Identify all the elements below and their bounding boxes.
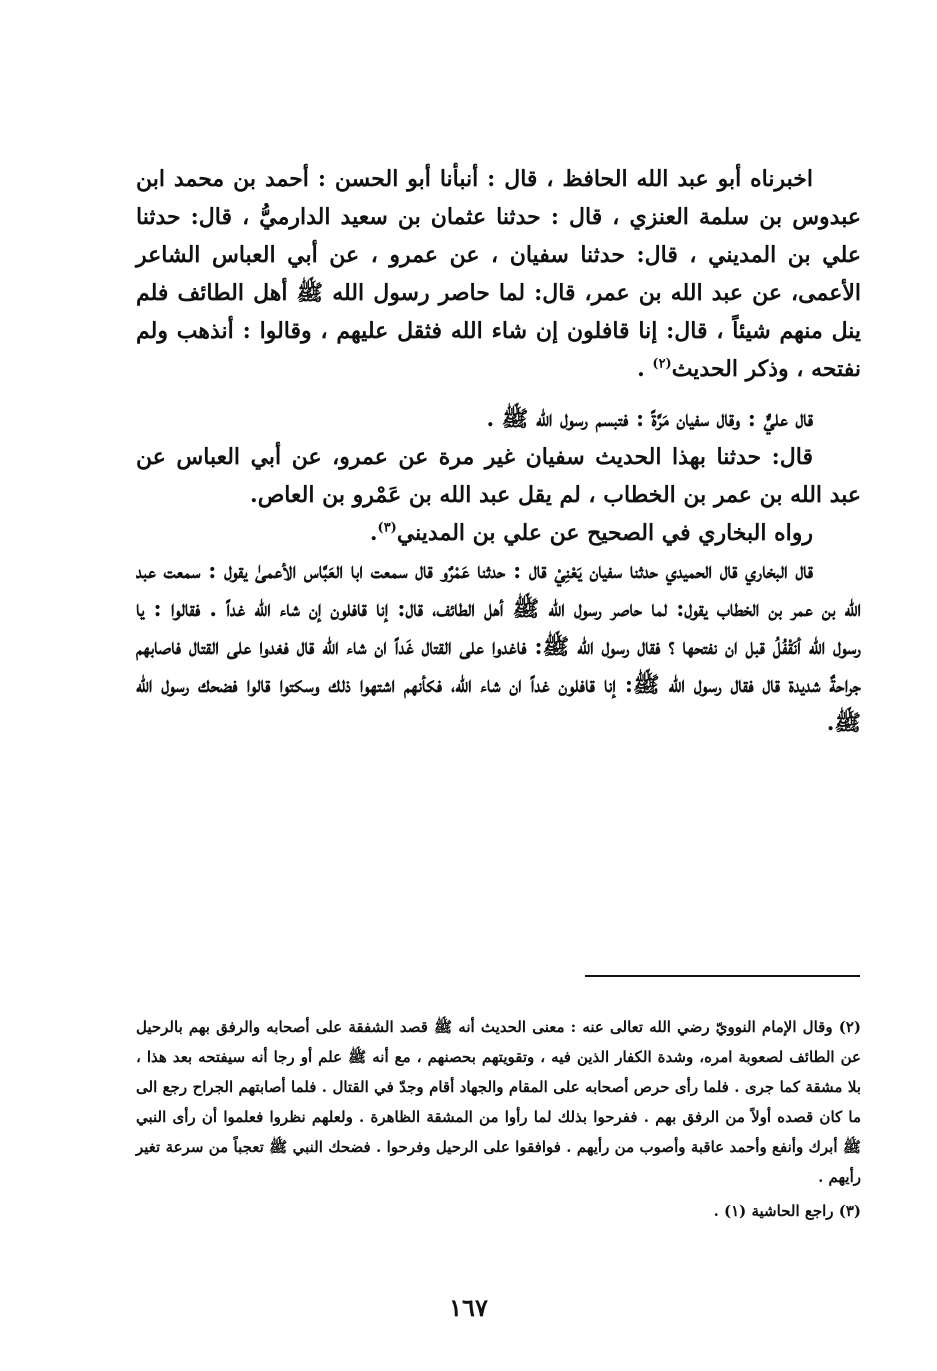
page-number: ١٦٧ [449, 1293, 488, 1322]
paragraph-1 [136, 160, 861, 388]
paragraph-2: قال عليٌّ : وقال سفيان مَرَّةً : فتبسم رسول الله ﷺ . [486, 406, 813, 432]
paragraph-5: قال البخاري قال الحميدي حدثنا سفيان يَعْنِيْ قال : حدثنا عَمْرٌو قال سمعت ابا العَبَّاس الأعمىٰ يقول : سمعت عبد الله بن عمر بن الخطاب يقول: لما حاصر رسول الله ﷺ أهل الطائف، قال: إنا قافلون إن شاء الله غداً . فقالوا : يا رسول الله أنَقْفُلُ قبل ان نفتحها ؟ فقال رسول الله ﷺ: فاغدوا على القتال غَداً ان شاء الله قال فغدوا على القتال فاصابهم جراحةٌ شديدة قال فقال رسول الله ﷺ: إنا قافلون غداً ان شاء الله، فكأنهم اشتهوا ذلك وسكتوا قالوا فضحك رسول الله ﷺ. [136, 558, 861, 736]
paragraph-1-end: . [637, 356, 653, 382]
paragraph-4 [136, 514, 861, 552]
footnote-ref-2: (٢) [652, 356, 672, 372]
paragraph-1-text: اخبرناه أبو عبد الله الحافظ ، قال : أنبأنا أبو الحسن : أحمد بن محمد ابن عبدوس بن سلمة العنزي ، قال : حدثنا عثمان بن سعيد الدارميُّ ، قال: حدثنا علي بن المديني ، قال: حدثنا سفيان ، عن عمرو ، عن أبي العباس الشاعر الأعمى، عن عبد الله بن عمر، قال: لما حاصر رسول الله ﷺ أهل الطائف فلم ينل منهم شيئاً ، قال: إنا قافلون إن شاء الله فثقل عليهم ، وقالوا : أنذهب ولم نفتحه ، وذكر الحديث [136, 166, 861, 382]
footnote-3: (٣) راجع الحاشية (١) . [713, 1202, 861, 1220]
footnote-divider [585, 975, 860, 977]
paragraph-3: قال: حدثنا بهذا الحديث سفيان غير مرة عن عمرو، عن أبي العباس عن عبد الله بن عمر بن الخطاب ، لم يقل عبد الله بن عَمْرو بن العاص. [136, 444, 861, 508]
footnote-2: (٢) وقال الإمام النوويّ رضي الله تعالى عنه : معنى الحديث أنه ﷺ قصد الشفقة على أصحابه والرفق بهم بالرحيل عن الطائف لصعوبة امره، وشدة الكفار الذين فيه ، وتقويتهم بحصنهم ، مع أنه ﷺ علم أو رجا أنه سيفتحه بعد هذا ، بلا مشقة كما جرى . فلما رأى حرص أصحابه على المقام والجهاد أقام وجدّ في القتال . فلما أصابتهم الجراح رجع الى ما كان قصده أولاً من الرفق بهم . ففرحوا بذلك لما رأوا من المشقة الظاهرة . ولعلهم نظروا فعلموا أن رأى النبي ﷺ أبرك وأنفع وأحمد عاقبة وأصوب من رأيهم . فوافقوا على الرحيل وفرحوا . فضحك النبي ﷺ تعجباً من سرعة تغير رأيهم . [136, 1018, 861, 1186]
main-text [136, 160, 861, 742]
footnote-ref-3: (٣) [377, 520, 397, 536]
paragraph-4-end: . [369, 520, 378, 546]
paragraph-4-text: رواه البخاري في الصحيح عن علي بن المديني [396, 520, 813, 546]
footnotes [136, 1012, 861, 1226]
